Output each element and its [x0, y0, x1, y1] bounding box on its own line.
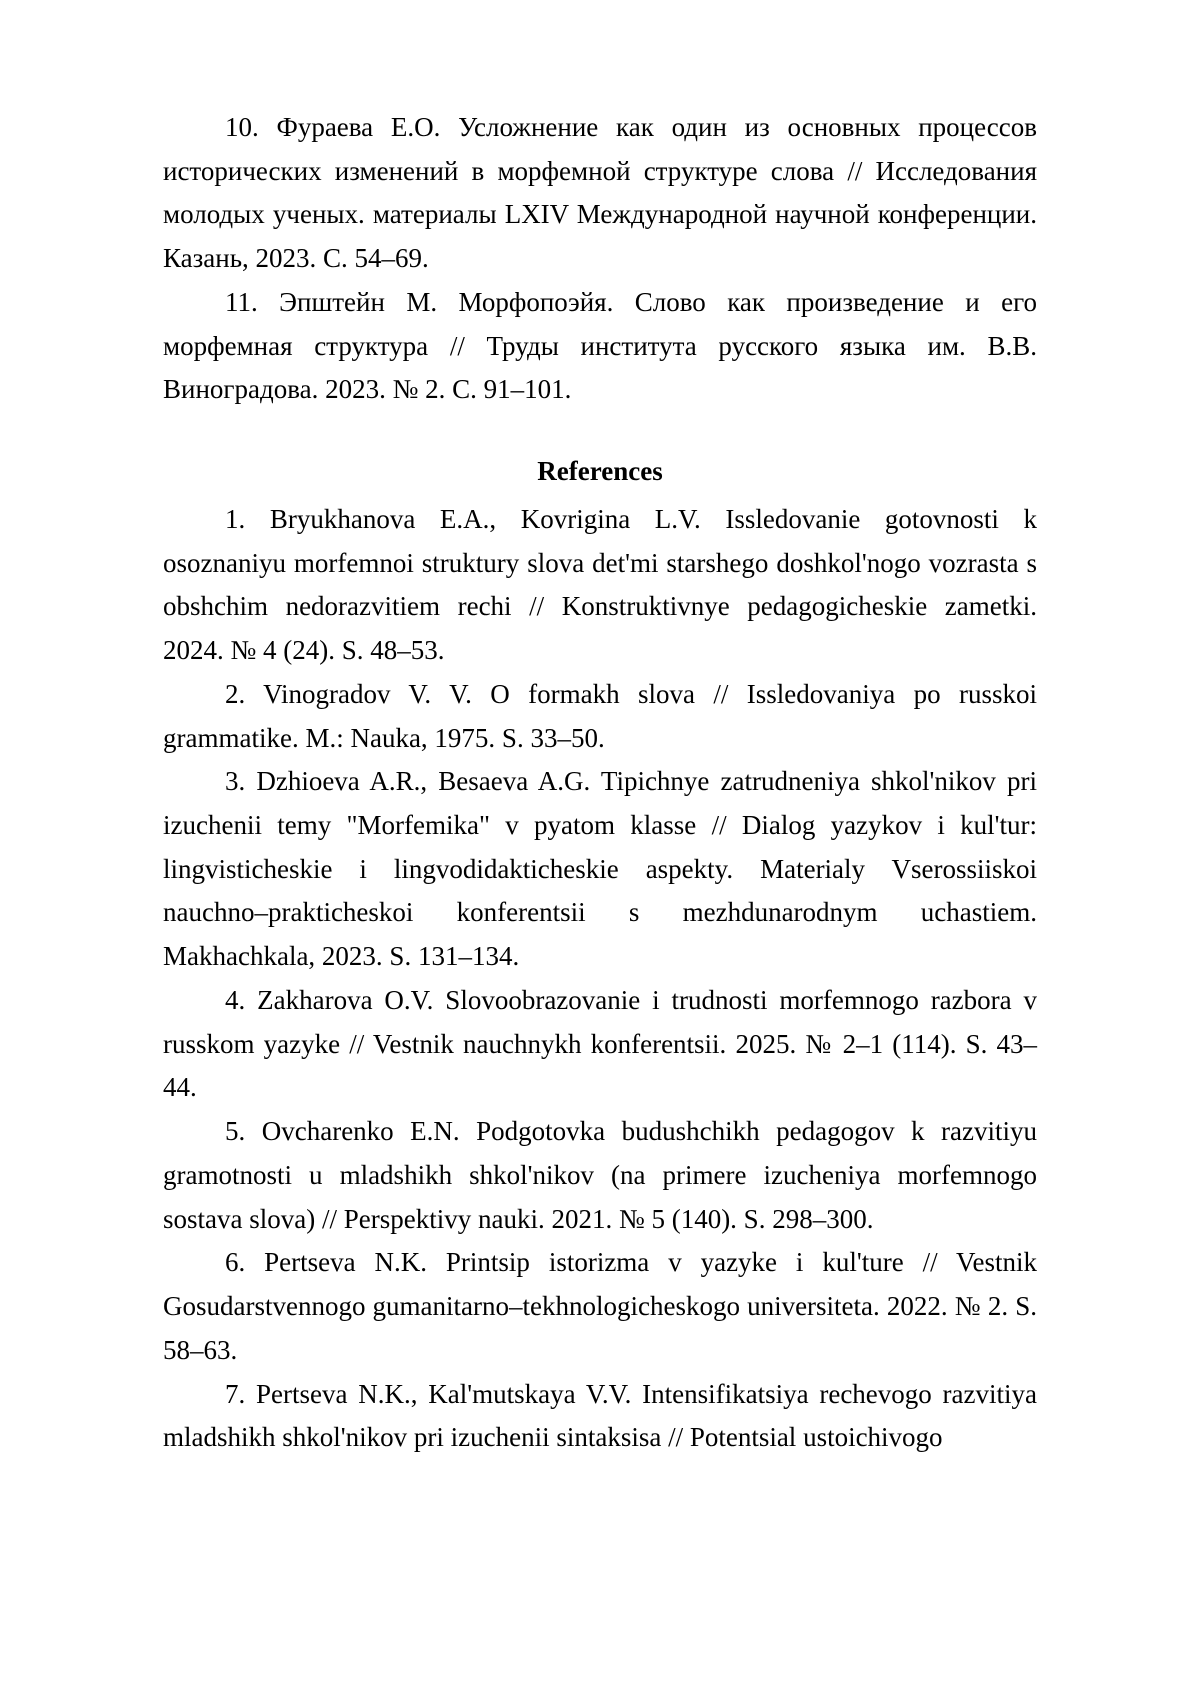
- reference-entry-1: 1. Bryukhanova E.A., Kovrigina L.V. Issledovanie gotovnosti k osoznaniyu morfemnoi struktury slova det'mi starshego doshkol'nogo vozrasta s obshchim nedorazvitiem rechi // Konstruktivnye pedagogicheskie zametki. 2024. № 4 (24). S. 48–53.: [163, 503, 1037, 666]
- bibliography-entry-10: 10. Фураева Е.О. Усложнение как один из основных процессов исторических изменений в морфемной структуре слова // Исследования молодых ученых. материалы LXIV Международной научной конференции. Казань, 2023. С. 54–69.: [163, 112, 1037, 274]
- reference-entry-4: 4. Zakharova O.V. Slovoobrazovanie i trudnosti morfemnogo razbora v russkom yazyke // Vestnik nauchnykh konferentsii. 2025. № 2–1 (114). S. 43–44.: [163, 984, 1037, 1103]
- reference-entry-2: 2. Vinogradov V. V. O formakh slova // Issledovaniya po russkoi grammatike. M.: Nauka, 1975. S. 33–50.: [163, 678, 1037, 753]
- reference-entry-5: 5. Ovcharenko E.N. Podgotovka budushchikh pedagogov k razvitiyu gramotnosti u mladshikh shkol'nikov (na primere izucheniya morfemnogo sostava slova) // Perspektivy nauki. 2021. № 5 (140). S. 298–300.: [163, 1116, 1037, 1234]
- references-heading: References: [537, 456, 663, 487]
- reference-entry-7: 7. Pertseva N.K., Kal'mutskaya V.V. Intensifikatsiya rechevogo razvitiya mladshikh shkol'nikov pri izuchenii sintaksisa // Potentsial ustoichivogo: [163, 1378, 1037, 1453]
- reference-entry-6: 6. Pertseva N.K. Printsip istorizma v yazyke i kul'ture // Vestnik Gosudarstvennogo gumanitarno–tekhnologicheskogo universiteta. 2022. № 2. S. 58–63.: [163, 1247, 1037, 1365]
- reference-entry-3: 3. Dzhioeva A.R., Besaeva A.G. Tipichnye zatrudneniya shkol'nikov pri izuchenii temy "Morfemika" v pyatom klasse // Dialog yazykov i kul'tur: lingvisticheskie i lingvodidakticheskie aspekty. Materialy Vserossiiskoi nauchno–prakticheskoi konferentsii s mezhdunarodnym uchastiem. Makhachkala, 2023. S. 131–134.: [163, 766, 1037, 972]
- bibliography-entry-11: 11. Эпштейн М. Морфопоэйя. Слово как произведение и его морфемная структура // Труды института русского языка им. В.В. Виноградова. 2023. № 2. С. 91–101.: [163, 286, 1037, 405]
